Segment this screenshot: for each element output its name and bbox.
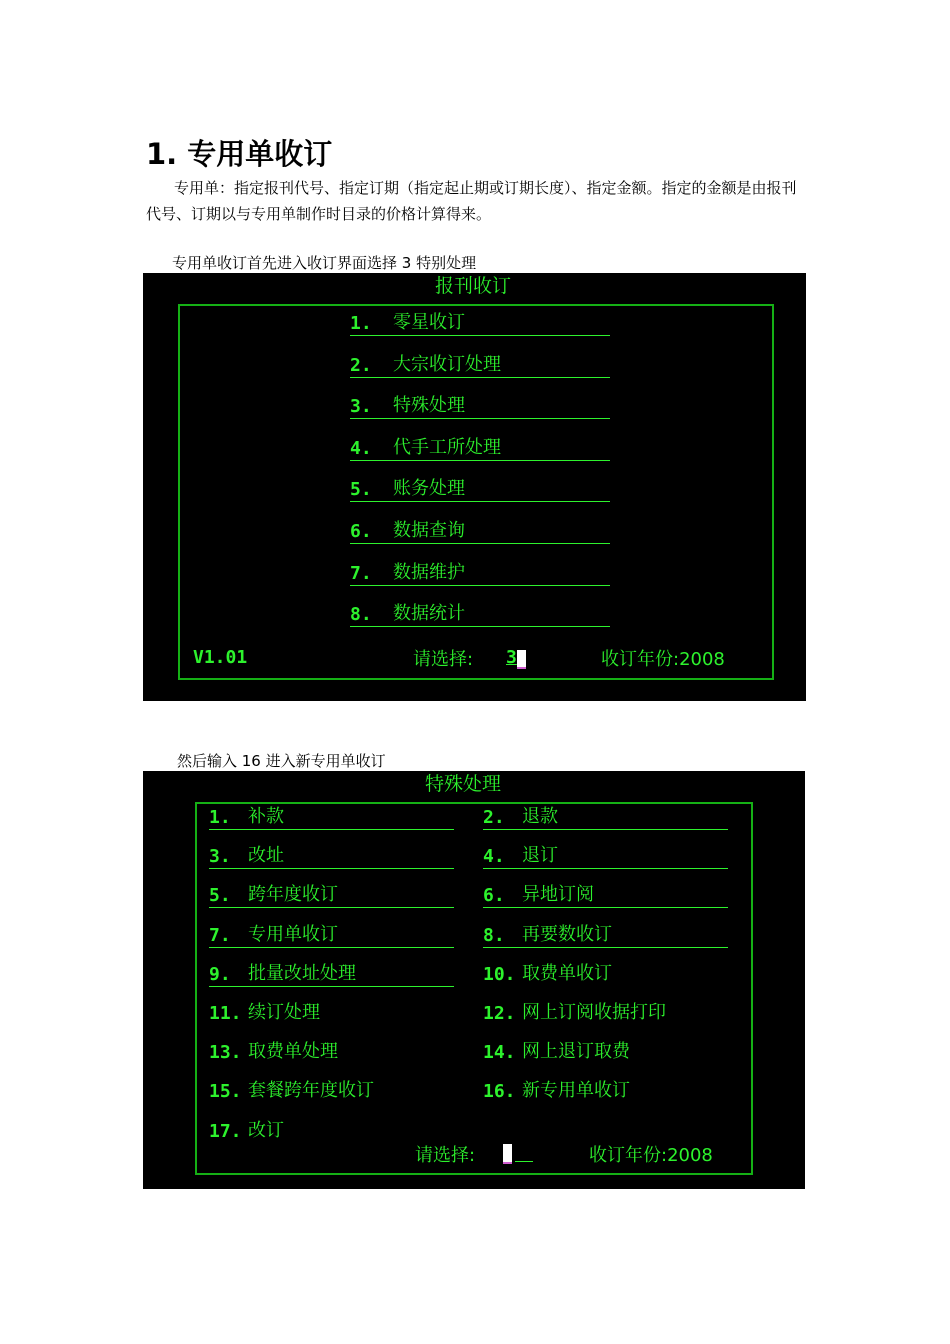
menu-item-label: 数据统计 <box>393 603 465 625</box>
menu-item-label: 套餐跨年度收订 <box>248 1080 374 1102</box>
menu-item-number: 11. <box>209 1003 242 1024</box>
menu-item-label: 专用单收订 <box>248 923 338 945</box>
menu-item-label: 改订 <box>248 1119 284 1141</box>
menu-item-label: 取费单收订 <box>522 962 612 984</box>
menu-item-number: 3. <box>209 846 231 868</box>
caption-step2: 然后输入 16 进入新专用单收订 <box>177 752 386 770</box>
menu-item-label: 补款 <box>248 806 284 827</box>
text-cursor <box>503 1144 512 1164</box>
menu-item-number: 2. <box>350 354 372 376</box>
menu-item[interactable] <box>483 962 728 986</box>
version-label: V1.01 <box>193 647 248 668</box>
menu-item-number: 7. <box>350 562 372 584</box>
menu-item-number: 17. <box>209 1120 242 1142</box>
menu-item-number: 1. <box>209 807 231 828</box>
menu-item[interactable] <box>483 1079 728 1103</box>
select-prompt: 请选择: <box>415 1145 476 1166</box>
menu-item[interactable] <box>483 1040 728 1064</box>
menu-item[interactable] <box>209 1119 454 1143</box>
page-heading: 1. 专用单收订 <box>146 137 333 171</box>
menu-item[interactable] <box>350 561 610 586</box>
menu-item-number: 3. <box>350 396 372 418</box>
menu-item[interactable] <box>483 805 728 830</box>
menu-item[interactable] <box>483 923 728 948</box>
menu-item[interactable] <box>209 1001 454 1025</box>
menu-item-label: 网上订阅收据打印 <box>522 1002 666 1023</box>
menu-item-label: 改址 <box>248 845 284 867</box>
menu-item-label: 批量改址处理 <box>248 962 356 984</box>
menu-item[interactable] <box>350 311 610 336</box>
selection-input[interactable]: 3 <box>506 647 517 668</box>
menu-item[interactable] <box>350 436 610 461</box>
screen-title: 特殊处理 <box>425 773 502 795</box>
menu-item-label: 网上退订取费 <box>522 1041 630 1063</box>
menu-item-label: 再要数收订 <box>522 923 612 945</box>
menu-item[interactable] <box>209 923 454 948</box>
menu-item-label: 数据维护 <box>393 561 465 583</box>
menu-item-number: 9. <box>209 963 231 985</box>
menu-item-number: 4. <box>350 437 372 459</box>
input-underline[interactable] <box>515 1161 533 1162</box>
menu-item-number: 6. <box>483 885 505 907</box>
menu-item[interactable] <box>209 805 454 830</box>
menu-item-label: 新专用单收订 <box>522 1080 630 1102</box>
menu-item-number: 5. <box>209 885 231 907</box>
menu-item-label: 退款 <box>522 806 558 827</box>
menu-item[interactable] <box>483 1001 728 1025</box>
menu-item[interactable] <box>483 844 728 869</box>
menu-item-label: 账务处理 <box>393 478 465 500</box>
year-label: 收订年份:2008 <box>589 1145 713 1166</box>
year-label: 收订年份:2008 <box>601 649 725 670</box>
menu-item[interactable] <box>209 844 454 869</box>
menu-item-number: 16. <box>483 1081 516 1103</box>
menu-item-label: 续订处理 <box>248 1002 320 1023</box>
menu-item[interactable] <box>209 883 454 908</box>
menu-item[interactable] <box>350 602 610 627</box>
menu-item-number: 2. <box>483 807 505 828</box>
menu-item-label: 异地订阅 <box>522 884 594 906</box>
menu-item-number: 1. <box>350 313 372 334</box>
menu-item-number: 12. <box>483 1003 516 1024</box>
menu-item-label: 退订 <box>522 845 558 867</box>
menu-item[interactable] <box>483 883 728 908</box>
menu-item[interactable] <box>350 477 610 502</box>
menu-item-number: 8. <box>350 604 372 626</box>
menu-item-number: 14. <box>483 1042 516 1064</box>
menu-item-number: 10. <box>483 963 516 985</box>
menu-item-label: 零星收订 <box>393 312 465 333</box>
menu-item-label: 跨年度收订 <box>248 884 338 906</box>
menu-item-number: 8. <box>483 924 505 946</box>
menu-item[interactable] <box>350 519 610 544</box>
menu-item[interactable] <box>209 962 454 987</box>
menu-item-label: 数据查询 <box>393 520 465 541</box>
menu-item-number: 13. <box>209 1042 242 1064</box>
menu-item[interactable] <box>350 353 610 378</box>
menu-item[interactable] <box>350 394 610 419</box>
menu-item[interactable] <box>209 1040 454 1064</box>
caption-step1: 专用单收订首先进入收订界面选择 3 特别处理 <box>172 254 477 272</box>
menu-item-number: 7. <box>209 924 231 946</box>
menu-item-label: 特殊处理 <box>393 395 465 417</box>
menu-item-label: 取费单处理 <box>248 1041 338 1063</box>
terminal-screen-main-menu <box>143 273 806 701</box>
menu-item-number: 4. <box>483 846 505 868</box>
menu-item-label: 代手工所处理 <box>393 436 501 458</box>
text-cursor <box>517 650 526 669</box>
menu-item-label: 大宗收订处理 <box>393 353 501 375</box>
terminal-screen-special <box>143 771 805 1189</box>
screen-title: 报刊收订 <box>435 275 512 297</box>
menu-item-number: 15. <box>209 1081 242 1103</box>
intro-paragraph: 专用单：指定报刊代号、指定订期（指定起止期或订期长度）、指定金额。指定的金额是由报刊代号、订期以与专用单制作时目录的价格计算得来。 <box>146 179 797 223</box>
menu-item-number: 5. <box>350 479 372 501</box>
menu-item-number: 6. <box>350 521 372 542</box>
select-prompt: 请选择: <box>413 649 474 670</box>
menu-item[interactable] <box>209 1079 454 1103</box>
